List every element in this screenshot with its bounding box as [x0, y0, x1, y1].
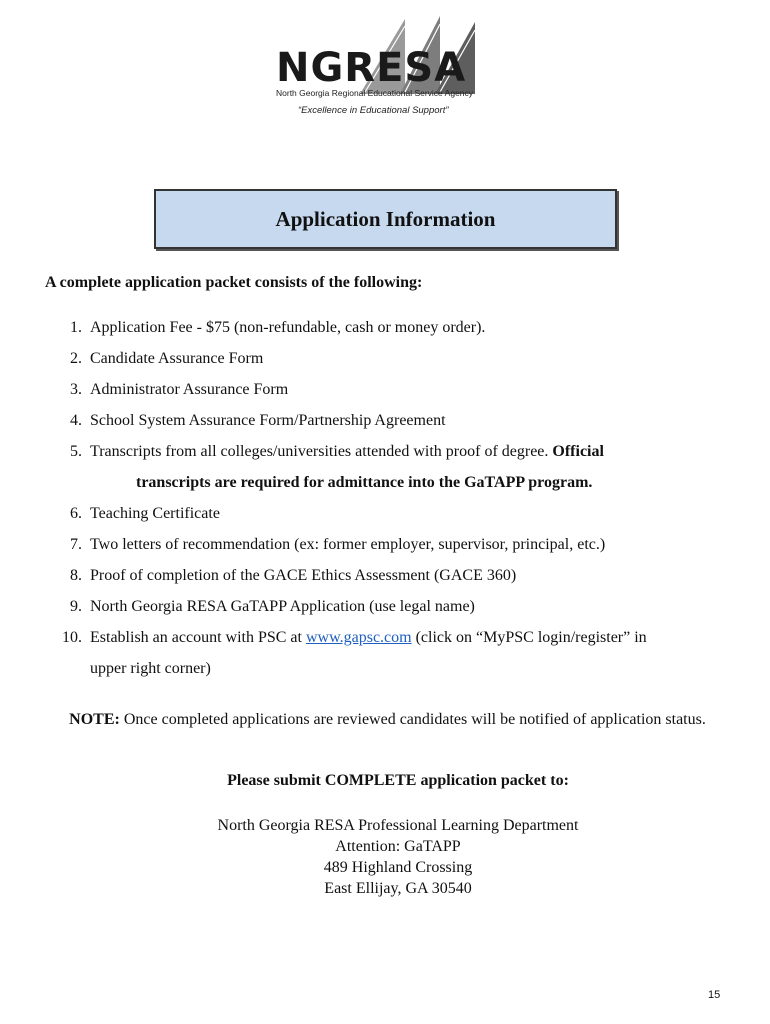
address-line: East Ellijay, GA 30540 [324, 880, 472, 897]
submit-heading: Please submit COMPLETE application packet to: [227, 772, 569, 789]
mailing-address [0, 815, 770, 899]
section-title: Application Information [275, 206, 496, 231]
section-header-box [154, 189, 617, 249]
note-paragraph [55, 710, 720, 730]
list-item: 3. Administrator Assurance Form [70, 381, 289, 398]
logo-subtitle: North Georgia Regional Educational Service Agency [276, 88, 474, 98]
list-item: 1. Application Fee - $75 (non-refundable, cash or money order). [70, 319, 486, 336]
address-line: 489 Highland Crossing [323, 859, 473, 876]
list-item: 10. Establish an account with PSC at www.gapsc.com (click on “MyPSC login/register” in upper right corner) [62, 629, 647, 677]
note-label: NOTE: [69, 711, 120, 728]
list-item: 2. Candidate Assurance Form [70, 350, 264, 367]
list-item: 9. North Georgia RESA GaTAPP Application (use legal name) [70, 598, 475, 615]
list-item: 5. Transcripts from all colleges/universities attended with proof of degree. Official transcripts are required for admittance into the GaTAPP program. [70, 443, 604, 491]
gapsc-link[interactable]: www.gapsc.com [305, 629, 412, 646]
ngresa-logo [270, 14, 485, 122]
requirements-list [50, 312, 730, 684]
address-line: North Georgia RESA Professional Learning Department [217, 817, 579, 834]
logo-tagline: “Excellence in Educational Support” [298, 105, 449, 116]
list-item: 6. Teaching Certificate [70, 505, 220, 522]
page-number: 15 [708, 989, 721, 1001]
note-text: Once completed applications are reviewed candidates will be notified of application status. [119, 711, 706, 728]
address-line: Attention: GaTAPP [335, 838, 461, 855]
list-item: 4. School System Assurance Form/Partnership Agreement [70, 412, 446, 429]
logo-wordmark: NGRESA [276, 45, 467, 91]
list-item: 8. Proof of completion of the GACE Ethics Assessment (GACE 360) [70, 567, 517, 584]
intro-text: A complete application packet consists of the following: [45, 274, 423, 291]
list-item: 7. Two letters of recommendation (ex: former employer, supervisor, principal, etc.) [70, 536, 606, 553]
